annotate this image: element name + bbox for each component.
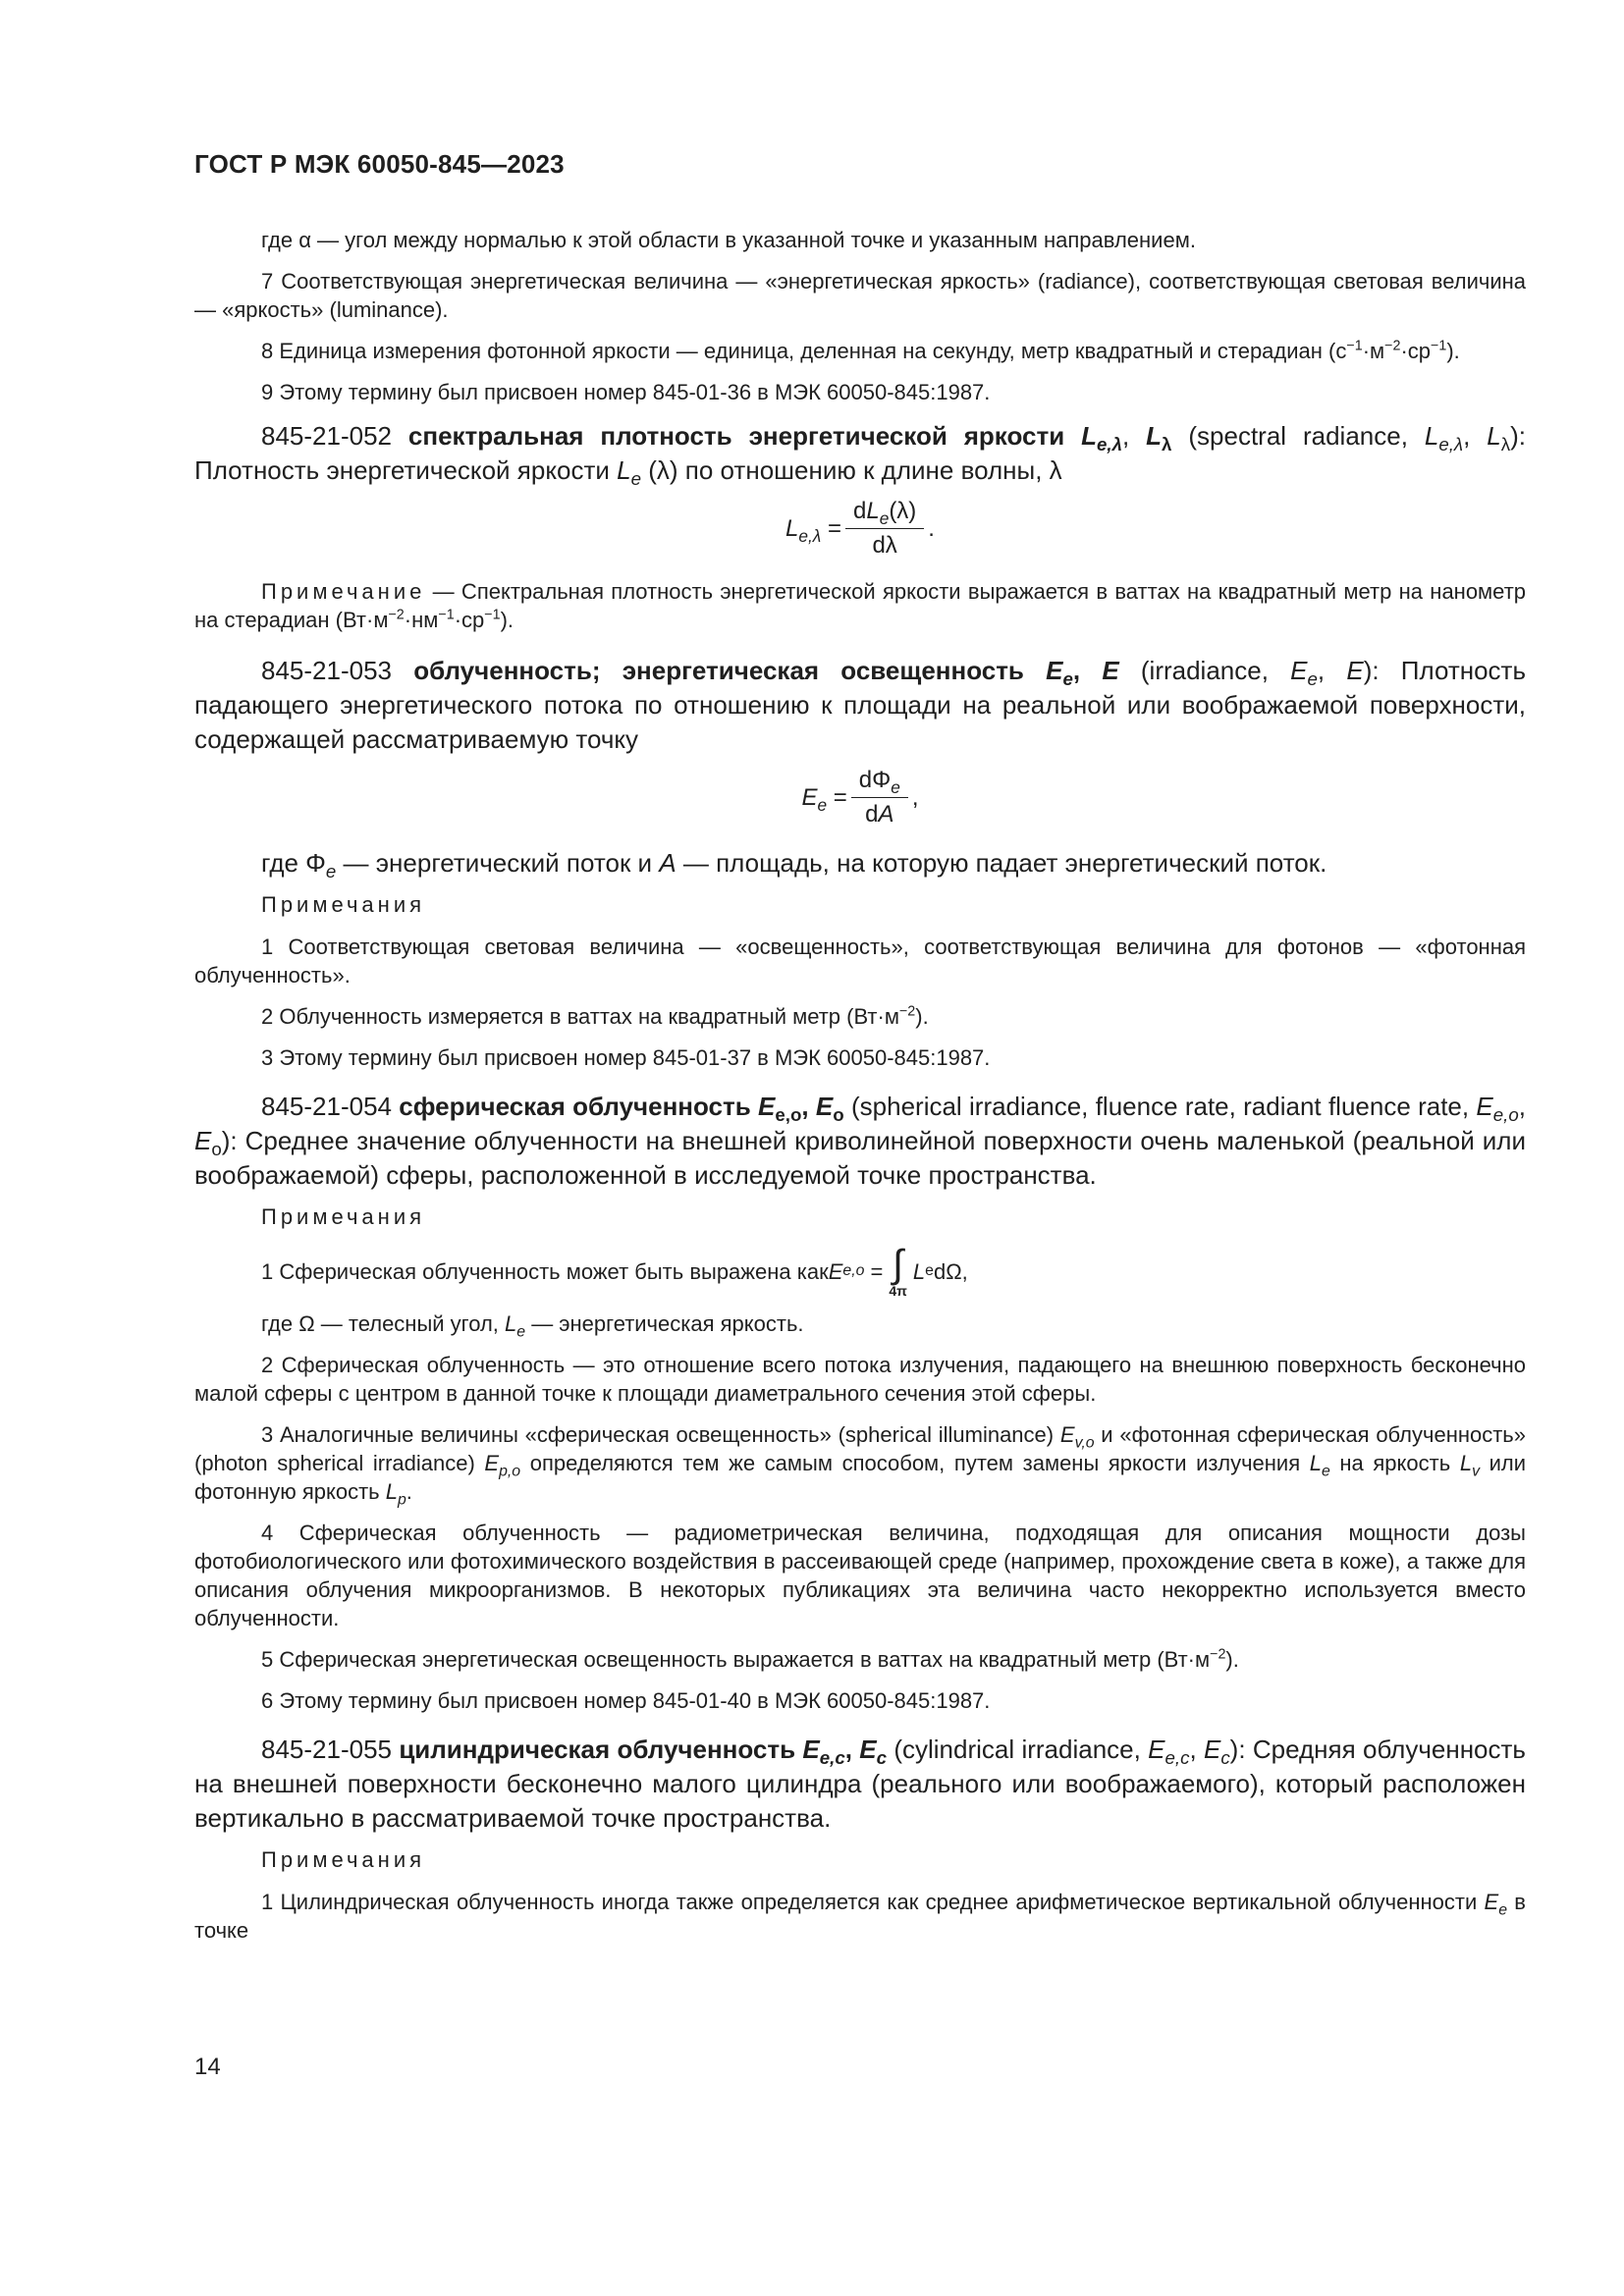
formula-052: $L_{e,\lambda}$ = $\frac{dL_e(\lambda)}{d\lambda}$ . <box>785 498 935 559</box>
term-055-note-1: 1 Цилиндрическая облученность иногда также определяется как среднее арифметическое вертикальной облученности $E_e$ в точке <box>194 1890 1526 1943</box>
term-052-name: спектральная плотность энергетической яркости <box>407 421 1065 451</box>
term-054-note-1: 1 Сферическая облученность может быть выражена как E e,o = ∫ 4π L e dΩ, <box>261 1243 968 1299</box>
term-054-definition: 845-21-054 сферическая облученность $E_{e,o}$, $E_o$ (spherical irradiance, fluence rate, radiant fluence rate, $E_{e,o}$, $E_o$): Среднее значение облученности на внешней криволинейной поверхности очень маленькой (реальной или воображаемой) сферы, расположенной в исследуемой точке пространства. <box>194 1092 1526 1190</box>
term-055-name: цилиндрическая облученность <box>399 1735 796 1764</box>
term-053-note-1: 1 Соответствующая световая величина — «освещенность», соответствующая величина для фотонов — «фотонная облученность». <box>194 934 1526 988</box>
intro-paragraph-4: 9 Этому термину был присвоен номер 845-01-36 в МЭК 60050-845:1987. <box>261 380 991 404</box>
page-body <box>194 226 1526 1957</box>
term-054-note-5: 5 Сферическая энергетическая освещенность выражается в ваттах на квадратный метр $(Вт\cdot м^{-2})$. <box>261 1646 1239 1672</box>
term-054-note-6: 6 Этому термину был присвоен номер 845-01-40 в МЭК 60050-845:1987. <box>261 1688 991 1713</box>
page-number: 14 <box>194 2054 221 2080</box>
term-052-definition: 845-21-052 спектральная плотность энергетической яркости $L_{e,\lambda}$, $L_\lambda$ (spectral radiance, $L_{e,\lambda}$, $L_\lambda$): Плотность энергетической яркости $L_e$ (λ) по отношению к длине волны, λ <box>194 421 1526 490</box>
term-053-where: где $\Phi_e$ — энергетический поток и A — площадь, на которую падает энергетический поток. <box>261 848 1327 882</box>
intro-paragraph-1: где α — угол между нормалью к этой области в указанной точке и указанным направлением. <box>261 228 1196 252</box>
term-053-definition: 845-21-053 облученность; энергетическая освещенность $E_e$, E (irradiance, $E_e$, E): Плотность падающего энергетического потока по отношению к площади на реальной или воображаемой поверхности, содержащей рассматриваемую точку <box>194 656 1527 754</box>
intro-paragraph-3: 8 Единица измерения фотонной яркости — единица, деленная на секунду, метр квадратный и стерадиан $(с^{-1}\cdot м^{-2}\cdot ср^{-1})$. <box>261 338 1460 363</box>
term-053-number: 845-21-053 <box>261 656 392 685</box>
term-052-number: 845-21-052 <box>261 421 392 451</box>
term-054-note-2: 2 Сферическая облученность — это отношение всего потока излучения, падающего на внешнюю поверхность бесконечно малой сферы с центром в данной точке к площади диаметрального сечения этой сферы. <box>194 1353 1526 1406</box>
term-055-number: 845-21-055 <box>261 1735 392 1764</box>
term-053-note-2: 2 Облученность измеряется в ваттах на квадратный метр $(Вт\cdot м^{-2})$. <box>261 1003 929 1029</box>
term-054-note-3: 3 Аналогичные величины «сферическая освещенность» (spherical illuminance) $E_{v,o}$ и «фотонная сферическая облученность» (photon spherical irradiance) $E_{p,o}$ определяются тем же самым способом, путем замены яркости излучения $L_e$ на яркость $L_v$ или фотонную яркость $L_p$. <box>194 1422 1527 1509</box>
term-053-name: облученность; энергетическая освещенность <box>413 656 1024 685</box>
intro-paragraph-2: 7 Соответствующая энергетическая величина — «энергетическая яркость» (radiance), соответствующая световая величина — «яркость» (luminance). <box>194 269 1526 322</box>
document-header: ГОСТ Р МЭК 60050-845—2023 <box>194 149 565 179</box>
term-055-notes-label: Примечания <box>261 1847 426 1872</box>
integral-symbol: ∫ 4π <box>889 1243 907 1299</box>
term-054-name: сферическая облученность <box>399 1092 751 1121</box>
term-054-where: где Ω — телесный угол, $L_e$ — энергетическая яркость. <box>261 1311 804 1341</box>
term-055-definition: 845-21-055 цилиндрическая облученность $E_{e,c}$, $E_c$ (cylindrical irradiance, $E_{e,c}$, $E_c$): Средняя облученность на внешней поверхности бесконечно малого цилиндра (реального или воображаемого), который расположен вертикально в рассматриваемой точке пространства. <box>194 1735 1526 1833</box>
term-053-notes-label: Примечания <box>261 892 426 917</box>
term-053-note-3: 3 Этому термину был присвоен номер 845-01-37 в МЭК 60050-845:1987. <box>261 1045 991 1070</box>
formula-053-fraction: $\frac{d\Phi_e}{dA}$ <box>851 767 908 828</box>
formula-052-fraction: $\frac{dL_e(\lambda)}{d\lambda}$ <box>845 498 924 560</box>
term-054-number: 845-21-054 <box>261 1092 392 1121</box>
formula-053: $E_e$ = $\frac{d\Phi_e}{dA}$ , <box>801 767 919 828</box>
term-054-notes-label: Примечания <box>261 1204 426 1229</box>
term-052-note: Примечание — Спектральная плотность энергетической яркости выражается в ваттах на квадратный метр на нанометр на стерадиан $(Вт\cdot м^{-2}\cdot нм^{-1}\cdot ср^{-1})$. <box>194 579 1526 632</box>
term-054-note-4: 4 Сферическая облученность — радиометрическая величина, подходящая для описания мощности дозы фотобиологического или фотохимического воздействия в рассеивающей среде (например, прохождение света в коже), а также для описания облучения микроорганизмов. В некоторых публикациях эта величина часто некорректно используется вместо облученности. <box>194 1521 1526 1630</box>
